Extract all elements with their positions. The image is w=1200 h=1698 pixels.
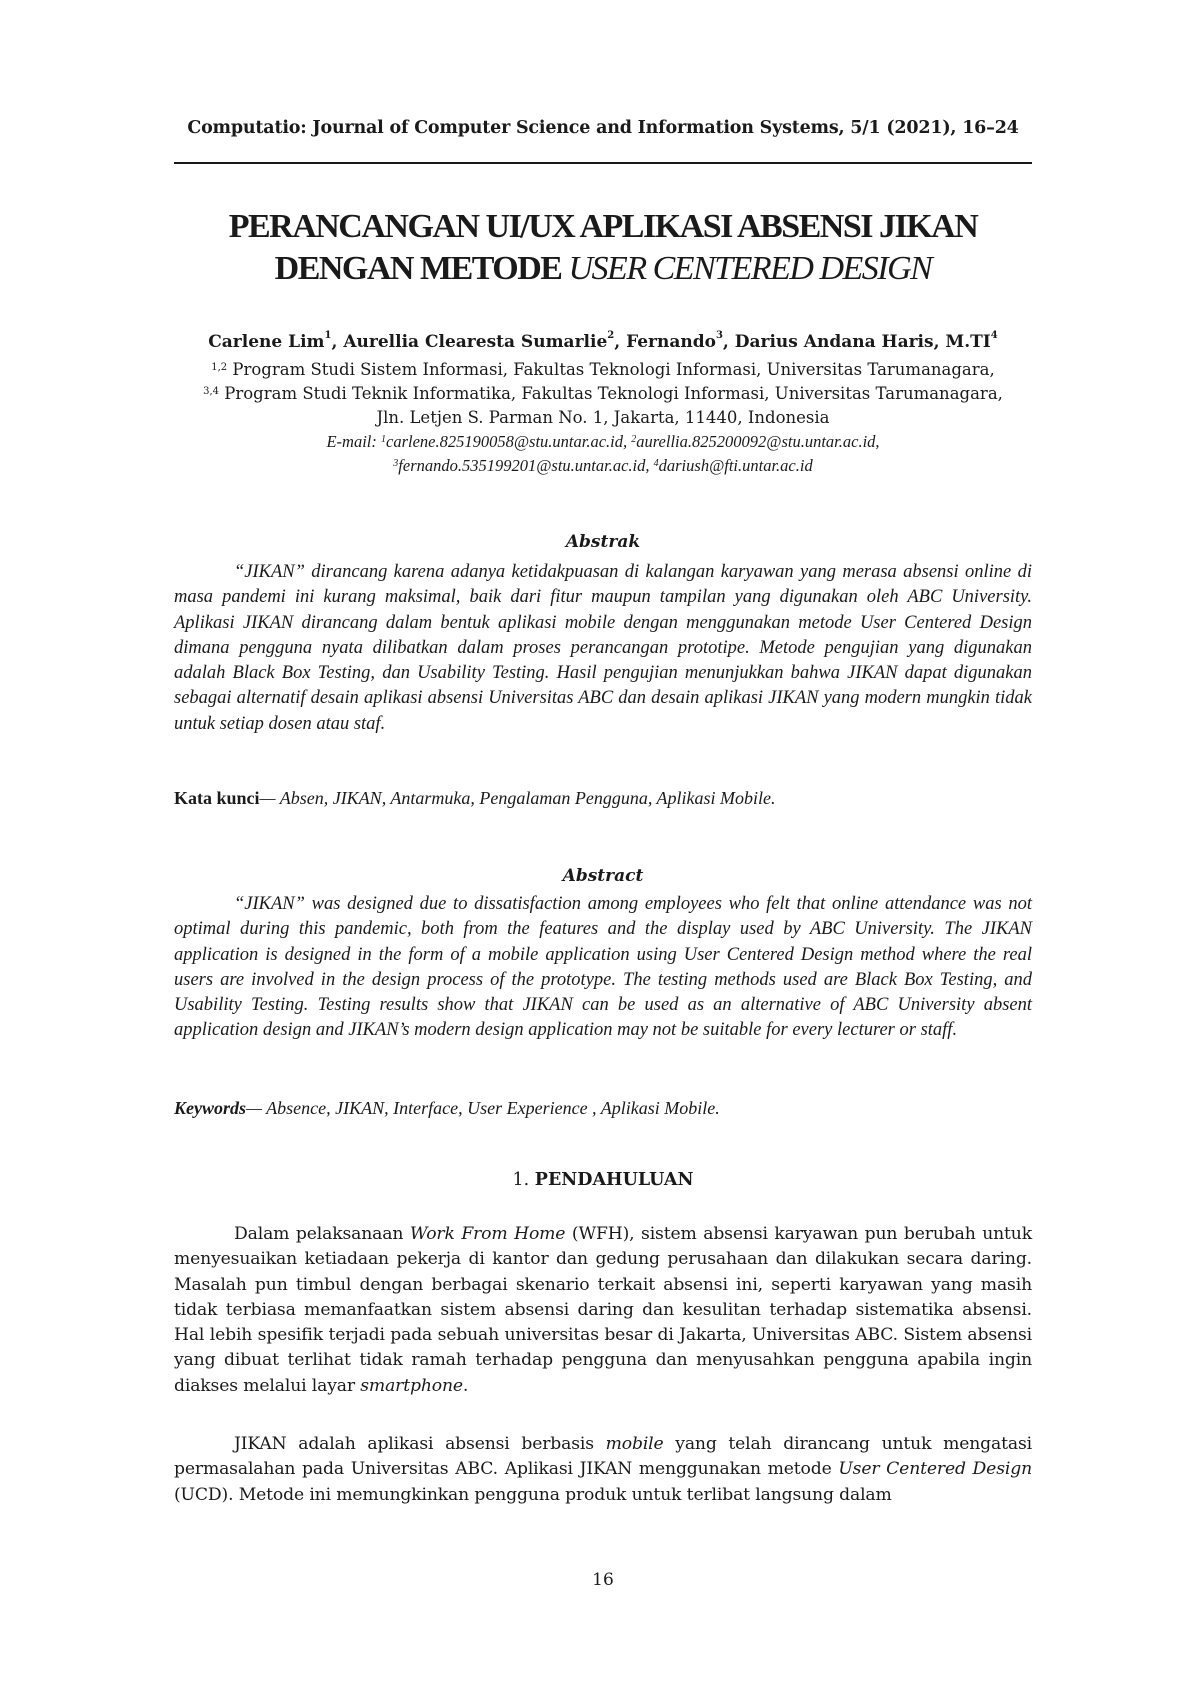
email-1[interactable]: carlene.825190058@stu.untar.ac.id,	[386, 432, 632, 451]
page-number: 16	[592, 1570, 614, 1590]
abstract-heading: Abstract	[562, 866, 644, 886]
address: Jln. Letjen S. Parman No. 1, Jakarta, 11440, Indonesia	[376, 408, 830, 427]
email-4-sup: 4	[653, 458, 659, 469]
p1-run-d: smartphone	[360, 1375, 463, 1396]
keywords	[174, 1098, 1032, 1119]
affiliations	[174, 358, 1032, 478]
section-1-paragraph-2	[174, 1432, 1032, 1508]
abstrak-heading: Abstrak	[565, 532, 641, 552]
affiliation-1	[174, 358, 1032, 382]
author-3: , Fernando	[614, 332, 716, 352]
abstract-text: “JIKAN” was designed due to dissatisfaction among employees who felt that online attendance was not optimal during this pandemic, both from the features and the display used by ABC University. The JIKAN application is designed in the form of a mobile application using User Centered Design method where the real users are involved in the design process of the prototype. The testing methods used are Black Box Testing, and Usability Testing. Testing results show that JIKAN can be used as an alternative of ABC University absent application design and JIKAN’s modern design application may not be suitable for every lecturer or staff.	[174, 894, 1032, 1041]
title-line-2	[174, 248, 1032, 290]
title-line-2-italic: USER CENTERED DESIGN	[568, 250, 932, 287]
kata-kunci-label: Kata kunci	[174, 788, 260, 808]
p2-run-b: mobile	[605, 1434, 664, 1454]
author-2-sup: 2	[607, 330, 615, 341]
paper-title	[174, 206, 1032, 290]
author-1-sup: 1	[324, 330, 332, 341]
abstrak-section	[174, 560, 1032, 737]
email-2[interactable]: aurellia.825200092@stu.untar.ac.id,	[636, 432, 880, 451]
p1-run-c: (WFH), sistem absensi karyawan pun berubah untuk menyesuaikan ketiadaan pekerja di kantor dan gedung perusahaan dan dilakukan secara daring. Masalah pun timbul dengan berbagai skenario terkait absensi ini, seperti karyawan yang masih tidak terbiasa memanfaatkan sistem absensi daring dan kesulitan terhadap sistematika absensi. Hal lebih spesifik terjadi pada sebuah universitas besar di Jakarta, Universitas ABC. Sistem absensi yang dibuat terlihat tidak ramah terhadap pengguna dan menyusahkan pengguna apabila ingin diakses melalui layar	[174, 1224, 1032, 1396]
abstrak-text: “JIKAN” dirancang karena adanya ketidakpuasan di kalangan karyawan yang merasa absensi online di masa pandemi ini kurang maksimal, baik dari fitur maupun tampilan yang digunakan oleh ABC University. Aplikasi JIKAN dirancang dalam bentuk aplikasi mobile dengan menggunakan metode User Centered Design dimana pengguna nyata dilibatkan dalam proses perancangan prototipe. Metode pengujian yang digunakan adalah Black Box Testing, dan Usability Testing. Hasil pengujian menunjukkan bahwa JIKAN dapat digunakan sebagai alternatif desain aplikasi absensi Universitas ABC dan desain aplikasi JIKAN yang modern mungkin tidak untuk setiap dosen atau staf.	[174, 562, 1032, 734]
author-4-sup: 4	[990, 330, 998, 341]
affiliation-2-text: Program Studi Teknik Informatika, Fakultas Teknologi Informasi, Universitas Tarumanagara,	[219, 384, 1003, 403]
email-1-sup: 1	[381, 434, 386, 445]
p1-run-a: Dalam pelaksanaan	[234, 1224, 410, 1244]
keywords-text: — Absence, JIKAN, Interface, User Experience , Aplikasi Mobile.	[246, 1098, 720, 1118]
section-1-paragraph-1	[174, 1222, 1032, 1399]
email-4[interactable]: dariush@fti.untar.ac.id	[658, 456, 813, 475]
p2-run-d: User Centered Design	[838, 1459, 1032, 1480]
section-1-title: PENDAHULUAN	[534, 1170, 694, 1190]
affiliation-1-sup: 1,2	[211, 362, 228, 373]
p2-run-c: yang telah dirancang untuk mengatasi permasalahan pada Universitas ABC. Aplikasi JIKAN menggunakan metode	[174, 1434, 1032, 1480]
section-1-heading	[174, 1170, 1032, 1190]
author-4: , Darius Andana Haris, M.TI	[722, 332, 991, 352]
p1-run-b: Work From Home	[409, 1224, 566, 1244]
p1-run-e: .	[462, 1375, 469, 1396]
title-line-2-prefix: DENGAN METODE	[274, 250, 569, 287]
title-line-1: PERANCANGAN UI/UX APLIKASI ABSENSI JIKAN	[228, 208, 978, 245]
kata-kunci-text: — Absen, JIKAN, Antarmuka, Pengalaman Pengguna, Aplikasi Mobile.	[259, 788, 776, 808]
paragraph-1-text	[174, 1222, 1032, 1399]
email-label: E-mail:	[326, 432, 381, 451]
author-3-sup: 3	[715, 330, 723, 341]
header-rule	[174, 162, 1032, 164]
p2-run-e: (UCD). Metode ini memungkinkan pengguna produk untuk terlibat langsung dalam	[174, 1484, 892, 1505]
paragraph-2-text	[174, 1432, 1032, 1508]
kata-kunci	[174, 788, 1032, 809]
affiliation-2-sup: 3,4	[203, 386, 219, 397]
keywords-label: Keywords	[174, 1098, 246, 1118]
author-list	[174, 332, 1032, 352]
email-line-1	[174, 430, 1032, 454]
email-3-sup: 3	[393, 458, 399, 469]
p2-run-a: JIKAN adalah aplikasi absensi berbasis	[234, 1434, 606, 1454]
running-header: Computatio: Journal of Computer Science and Information Systems, 5/1 (2021), 16–24	[187, 118, 1019, 138]
email-2-sup: 2	[631, 434, 637, 445]
abstract-section	[174, 892, 1032, 1044]
affiliation-2	[174, 382, 1032, 406]
email-3[interactable]: fernando.535199201@stu.untar.ac.id,	[398, 456, 654, 475]
affiliation-1-text: Program Studi Sistem Informasi, Fakultas Teknologi Informasi, Universitas Tarumanagara,	[227, 360, 995, 379]
email-line-2	[174, 454, 1032, 478]
author-1: Carlene Lim	[208, 332, 325, 352]
author-2: , Aurellia Clearesta Sumarlie	[331, 332, 608, 352]
section-1-number: 1.	[512, 1170, 535, 1190]
